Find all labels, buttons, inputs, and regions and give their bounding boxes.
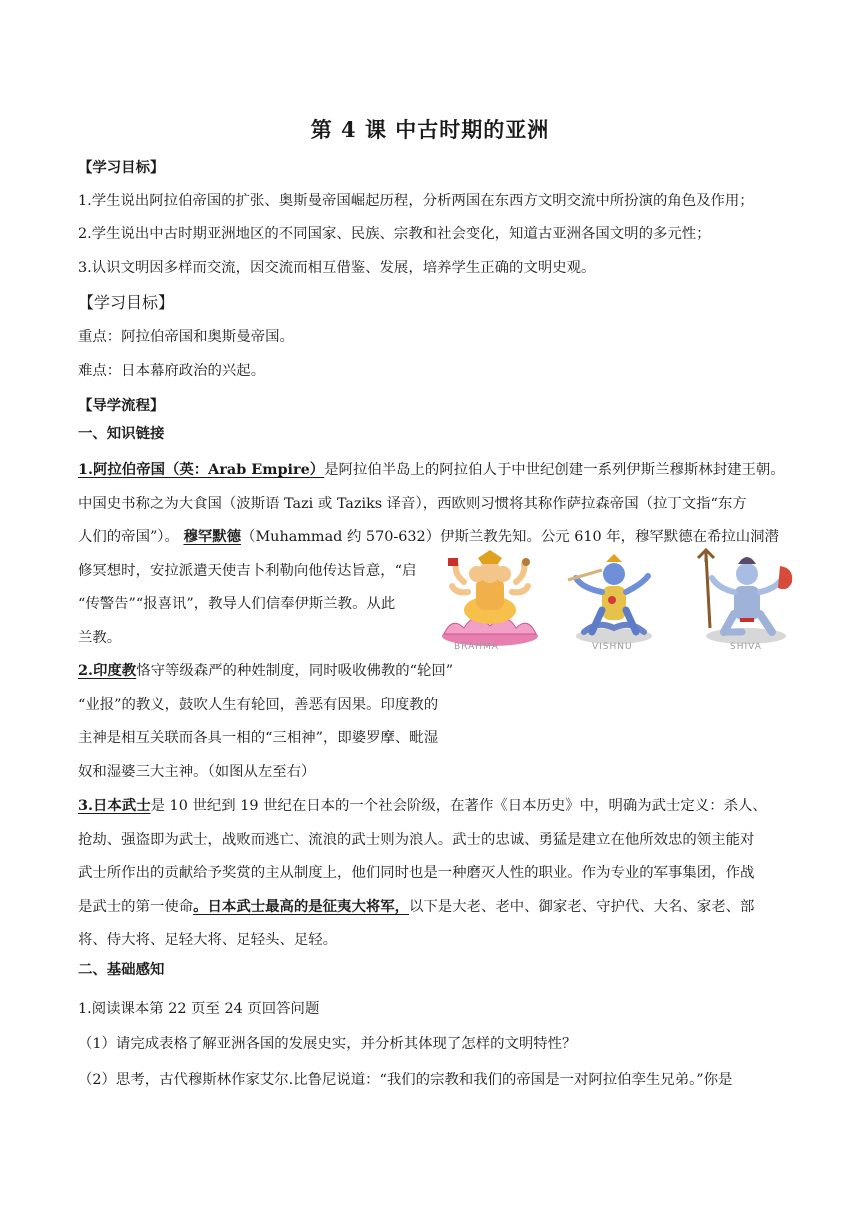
hindu-line-2: “业报”的教义，鼓吹人生有轮回，善恶有因果。印度教的 [78, 697, 439, 713]
samurai-term: 3.日本武士 [78, 797, 151, 814]
arab-line-3: 人们的帝国”）。 穆罕默德（Muhammad 约 570-632）伊斯兰教先知。公元 610 年，穆罕默德在希拉山洞潜 [78, 528, 779, 545]
shiva-label: SHIVA [730, 642, 762, 652]
objective-2: 2.学生说出中古时期亚洲地区的不同国家、民族、宗教和社会变化，知道古亚洲各国文明的多元性； [78, 226, 711, 242]
arab-line-5: “传警告”“报喜讯”，教导人们信奉伊斯兰教。从此 [78, 596, 396, 612]
muhammad-term: 穆罕默德 [183, 528, 242, 545]
arab-line-2: 中国史书称之为大食国（波斯语 Tazi 或 Taziks 译音），西欧则习惯将其称作萨拉森帝国（拉丁文指“东方 [78, 496, 747, 512]
objective-3: 3.认识文明因多样而交流，因交流而相互借鉴、发展，培养学生正确的文明史观。 [78, 260, 596, 276]
brahma-image [434, 548, 546, 648]
flow-heading: 【导学流程】 [78, 397, 165, 414]
samurai-line-3: 武士所作出的贡献给予奖赏的主从制度上，他们同时也是一种磨灭人性的职业。作为专业的军事集团，作战 [78, 865, 755, 881]
focus-heading: 【学习目标】 [78, 293, 175, 312]
hindu-line-3: 主神是相互关联而各具一相的“三相神”，即婆罗摩、毗湿 [78, 730, 439, 746]
samurai-line-1: 3.日本武士是 10 世纪到 19 世纪在日本的一个社会阶级，在著作《日本历史》中，明确为武士定义：杀人、 [78, 797, 767, 814]
samurai-line-5: 将、侍大将、足轻大将、足轻头、足轻。 [78, 932, 338, 948]
trimurti-figure [434, 548, 800, 656]
arab-line-4: 修冥想时，安拉派遣天使吉卜利勒向他传达旨意，“启 [78, 563, 417, 579]
samurai-line-2: 抢劫、强盗即为武士，战败而逃亡、流浪的武士则为浪人。武士的忠诚、勇猛是建立在他所效忠的领主能对 [78, 832, 755, 848]
task-1: 1.阅读课本第 22 页至 24 页回答问题 [78, 1001, 320, 1017]
vishnu-image [562, 548, 666, 648]
question-2: （2）思考，古代穆斯林作家艾尔.比鲁尼说道：“我们的宗教和我们的帝国是一对阿拉伯孪生兄弟。”你是 [78, 1072, 733, 1088]
arab-line-6: 兰教。 [78, 630, 122, 646]
shogun-statement: 。日本武士最高的是征夷大将军， [193, 898, 410, 915]
focus-key-point: 重点：阿拉伯帝国和奥斯曼帝国。 [78, 329, 294, 345]
question-1: （1）请完成表格了解亚洲各国的发展史实，并分析其体现了怎样的文明特性？ [78, 1036, 577, 1052]
focus-difficult-point: 难点：日本幕府政治的兴起。 [78, 363, 266, 379]
shiva-image [688, 548, 800, 648]
brahma-label: BRAHMA [454, 642, 499, 652]
hindu-line-4: 奴和湿婆三大主神。（如图从左至右） [78, 764, 316, 780]
vishnu-label: VISHNU [592, 642, 633, 652]
hindu-line-1: 2.印度教恪守等级森严的种姓制度，同时吸收佛教的“轮回” [78, 662, 454, 679]
samurai-line-4: 是武士的第一使命。日本武士最高的是征夷大将军，以下是大老、老中、御家老、守护代、大名、家老、部 [78, 898, 755, 915]
objective-1: 1.学生说出阿拉伯帝国的扩张、奥斯曼帝国崛起历程，分析两国在东西方文明交流中所扮演的角色及作用； [78, 193, 754, 209]
hinduism-term: 2.印度教 [78, 662, 137, 679]
page-title: 第 4 课 中古时期的亚洲 [310, 117, 550, 142]
arab-term: 1.阿拉伯帝国（英：Arab Empire） [78, 461, 325, 478]
arab-line-1: 1.阿拉伯帝国（英：Arab Empire）是阿拉伯半岛上的阿拉伯人于中世纪创建一系列伊斯兰穆斯林封建王朝。 [78, 461, 785, 478]
section-basic-perception: 二、基础感知 [78, 961, 165, 978]
section-knowledge-link: 一、知识链接 [78, 425, 165, 442]
objectives-heading: 【学习目标】 [78, 159, 165, 176]
